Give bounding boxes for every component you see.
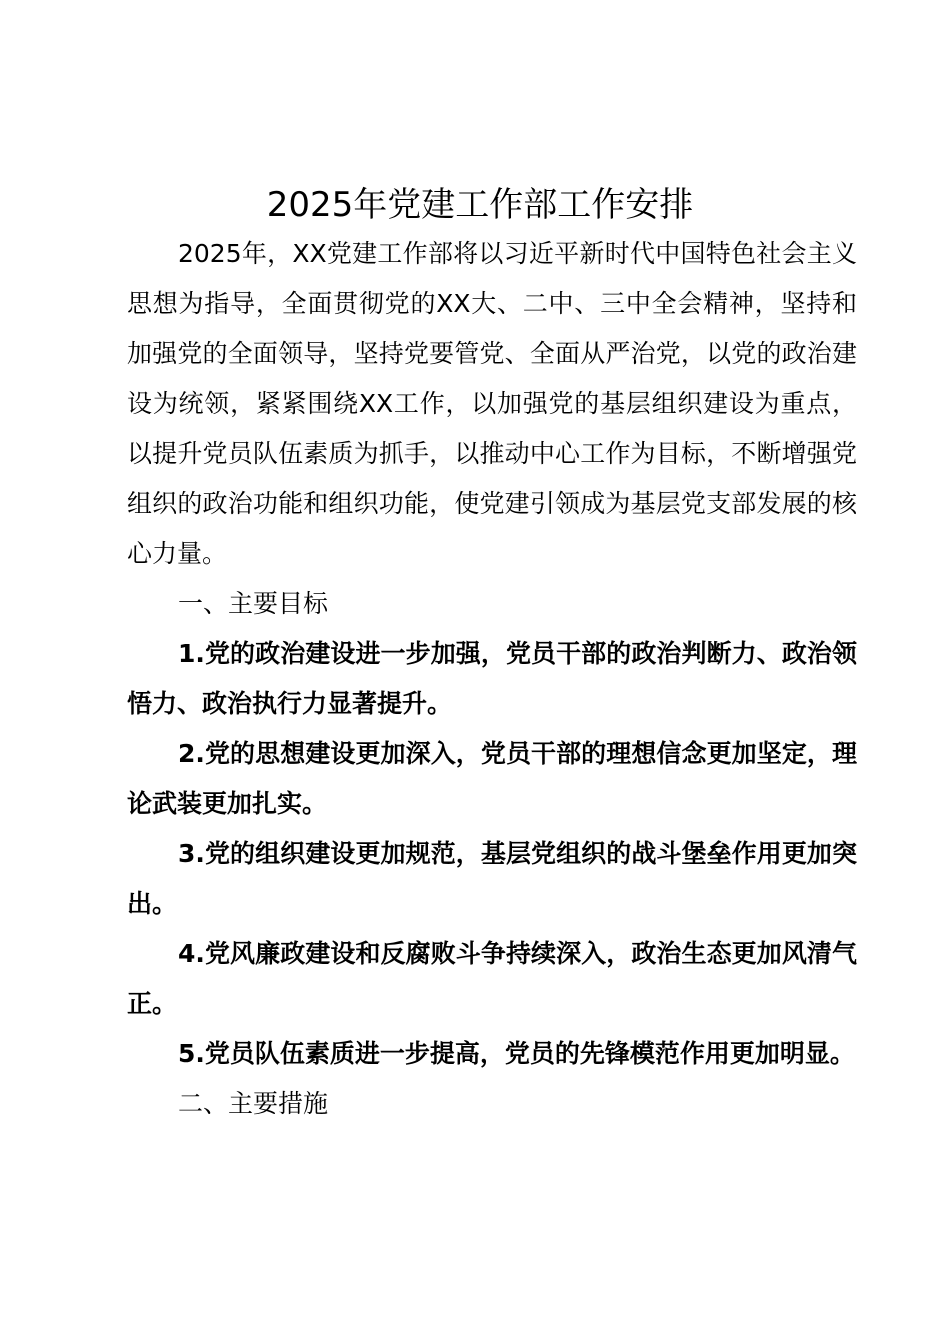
goal-item: 3.党的组织建设更加规范，基层党组织的战斗堡垒作用更加突出。 — [127, 839, 857, 918]
goal-item: 4.党风廉政建设和反腐败斗争持续深入，政治生态更加风清气正。 — [127, 939, 857, 1018]
document-title: 2025年党建工作部工作安排 — [266, 185, 694, 225]
goal-item: 1.党的政治建设进一步加强，党员干部的政治判断力、政治领悟力、政治执行力显著提升。 — [127, 639, 857, 718]
document-body — [127, 229, 857, 1129]
intro-paragraph: 2025年，XX党建工作部将以习近平新时代中国特色社会主义思想为指导，全面贯彻党的XX大、二中、三中全会精神，坚持和加强党的全面领导，坚持党要管党、全面从严治党，以党的政治建设为统领，紧紧围绕XX工作，以加强党的基层组织建设为重点，以提升党员队伍素质为抓手，以推动中心工作为目标，不断增强党组织的政治功能和组织功能，使党建引领成为基层党支部发展的核心力量。 — [127, 239, 857, 568]
section-heading-main-measures: 二、主要措施 — [178, 1089, 329, 1118]
goal-item: 2.党的思想建设更加深入，党员干部的理想信念更加坚定，理论武装更加扎实。 — [127, 739, 857, 818]
section-heading-main-goals: 一、主要目标 — [178, 589, 329, 618]
goal-item: 5.党员队伍素质进一步提高，党员的先锋模范作用更加明显。 — [178, 1039, 855, 1068]
